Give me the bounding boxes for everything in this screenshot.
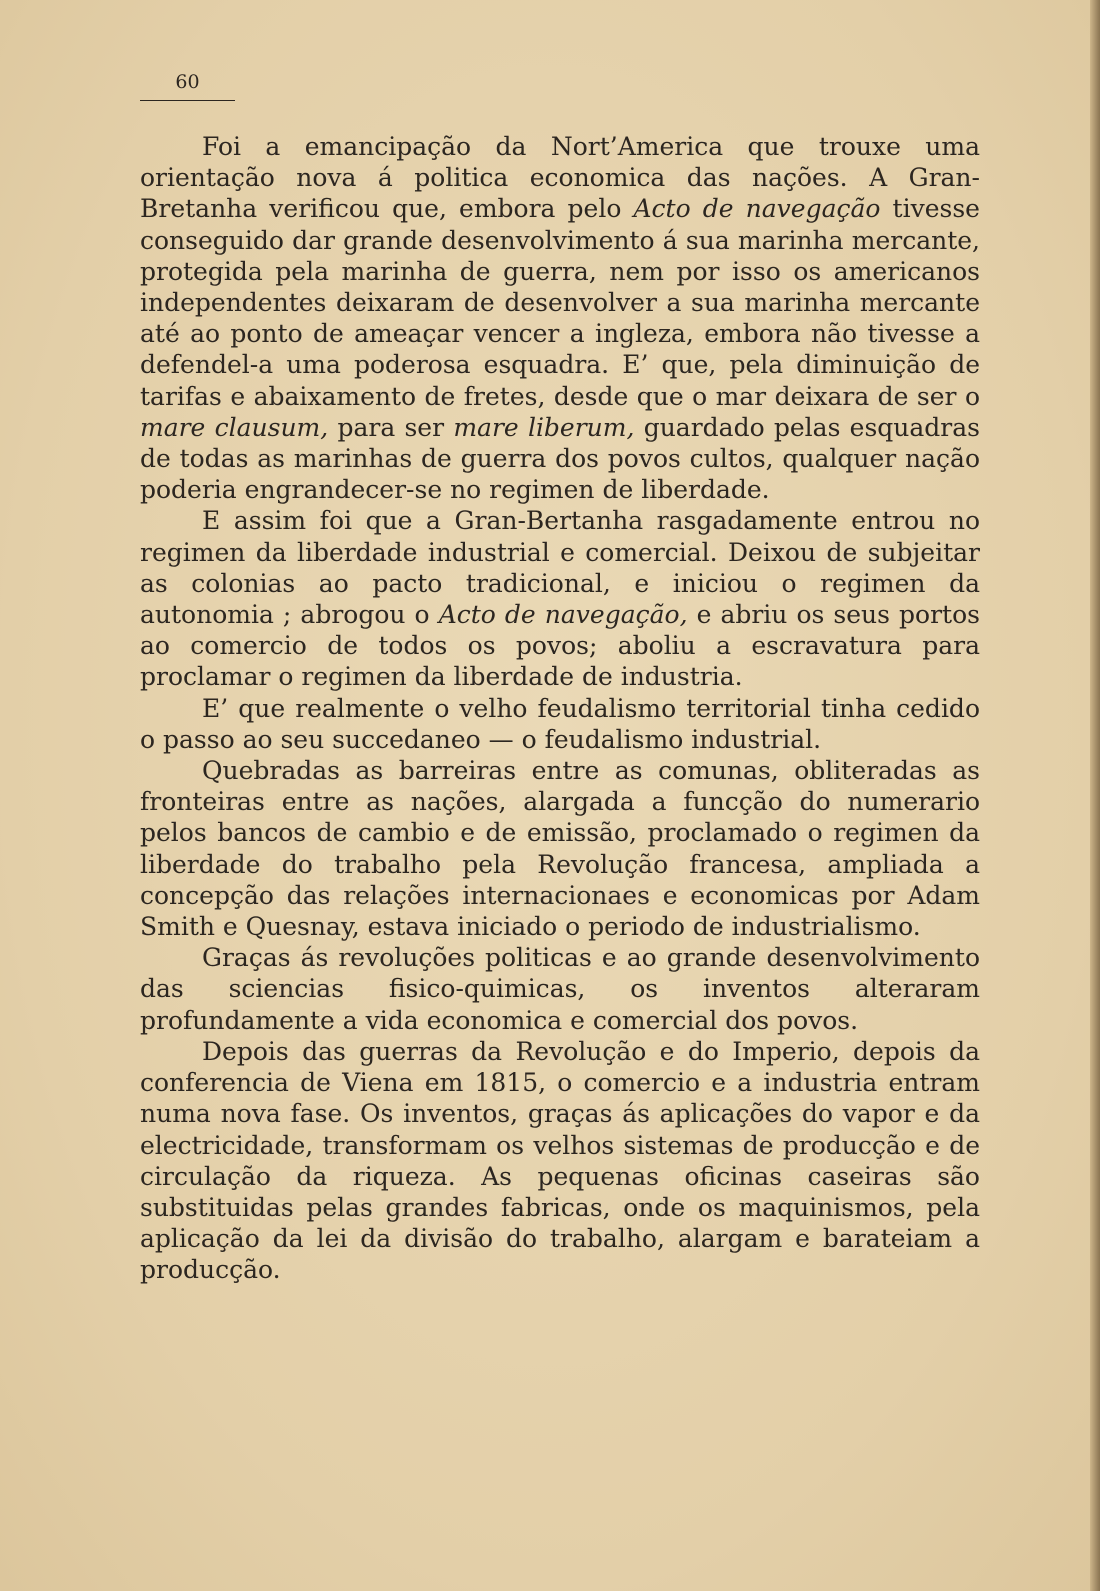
paragraph [140,505,980,692]
text-run: E assim foi que a Gran-Bertanha rasgadamente entrou no regimen da liberdade industrial e comercial. Deixou de subjeitar as colonias ao pacto tradicional, e iniciou o regimen da autonomia ; abrogou o [140,506,980,630]
text-run: Quebradas as barreiras entre as comunas, obliteradas as fronteiras entre as nações, alargada a funcção do numerario pelos bancos de cambio e de emissão, proclamado o regimen da liberdade do trabalho pela Revolução franсesa, ampliada a concepção das relações internacionaes e economicas por Adam Smith e Quesnay, estava iniciado o periodo de industrialismo. [140,756,980,942]
paragraph [140,131,980,505]
italic-phrase: mare clausum, [140,412,329,442]
text-run: para ser [328,412,454,442]
text-run: tivesse conseguido dar grande desenvolvimento á sua marinha mercante, protegida pela marinha de guerra, nem por isso os americanos independentes deixaram de desenvolver a sua marinha mercante até ao ponto de ameaçar vencer a ingleza, embora não tivesse a defendel-a uma poderosa esquadra. E’ que, pela diminuição de tarifas e abaixamento de fretes, desde que o mar deixara de ser o [140,194,980,411]
text-run: Foi a emancipação da Nort’America que trouxe uma orientação nova á politica economica das nações. A Gran-Bretanha verificou que, embora pelo [140,132,980,224]
page-edge [1090,0,1100,1591]
body-text [140,131,980,1286]
paragraph [140,755,980,942]
text-run: guardado pelas esquadras de todas as marinhas de guerra dos povos cultos, qualquer nação poderia engrandecer-se no regimen de liberdade. [140,412,980,505]
italic-phrase: Acto de navegação, [438,600,688,630]
paragraph [140,942,980,1036]
italic-phrase: mare liberum, [453,412,635,442]
text-run: E’ que realmente o velho feudalismo territorial tinha cedido o passo ao seu succedaneo — o feudalismo industrial. [140,693,980,754]
book-page [140,70,980,1286]
page-number: 60 [140,70,235,101]
paragraph [140,1036,980,1286]
text-run: Depois das guerras da Revolução e do Imperio, depois da conferencia de Viena em 1815, o comercio e a industria entram numa nova fase. Os inventos, graças ás aplicações do vapor e da electricidade, transformam os velhos sistemas de producção e de circulação da riqueza. As pequenas oficinas caseiras são substituidas pelas grandes fabricas, onde os maquinismos, pela aplicação da lei da divisão do trabalho, alargam e barateiam a producção. [140,1036,980,1285]
text-run: e abriu os seus portos ao comercio de todos os povos; aboliu a escravatura para proclamar o regimen da liberdade de industria. [140,600,980,692]
text-run: Graças ás revoluções politicas e ao grande desenvolvimento das sciencias fisico-quimicas, os inventos alteraram profundamente a vida economica e comercial dos povos. [140,943,980,1035]
paragraph [140,693,980,755]
italic-phrase: Acto de navegação [633,194,881,224]
